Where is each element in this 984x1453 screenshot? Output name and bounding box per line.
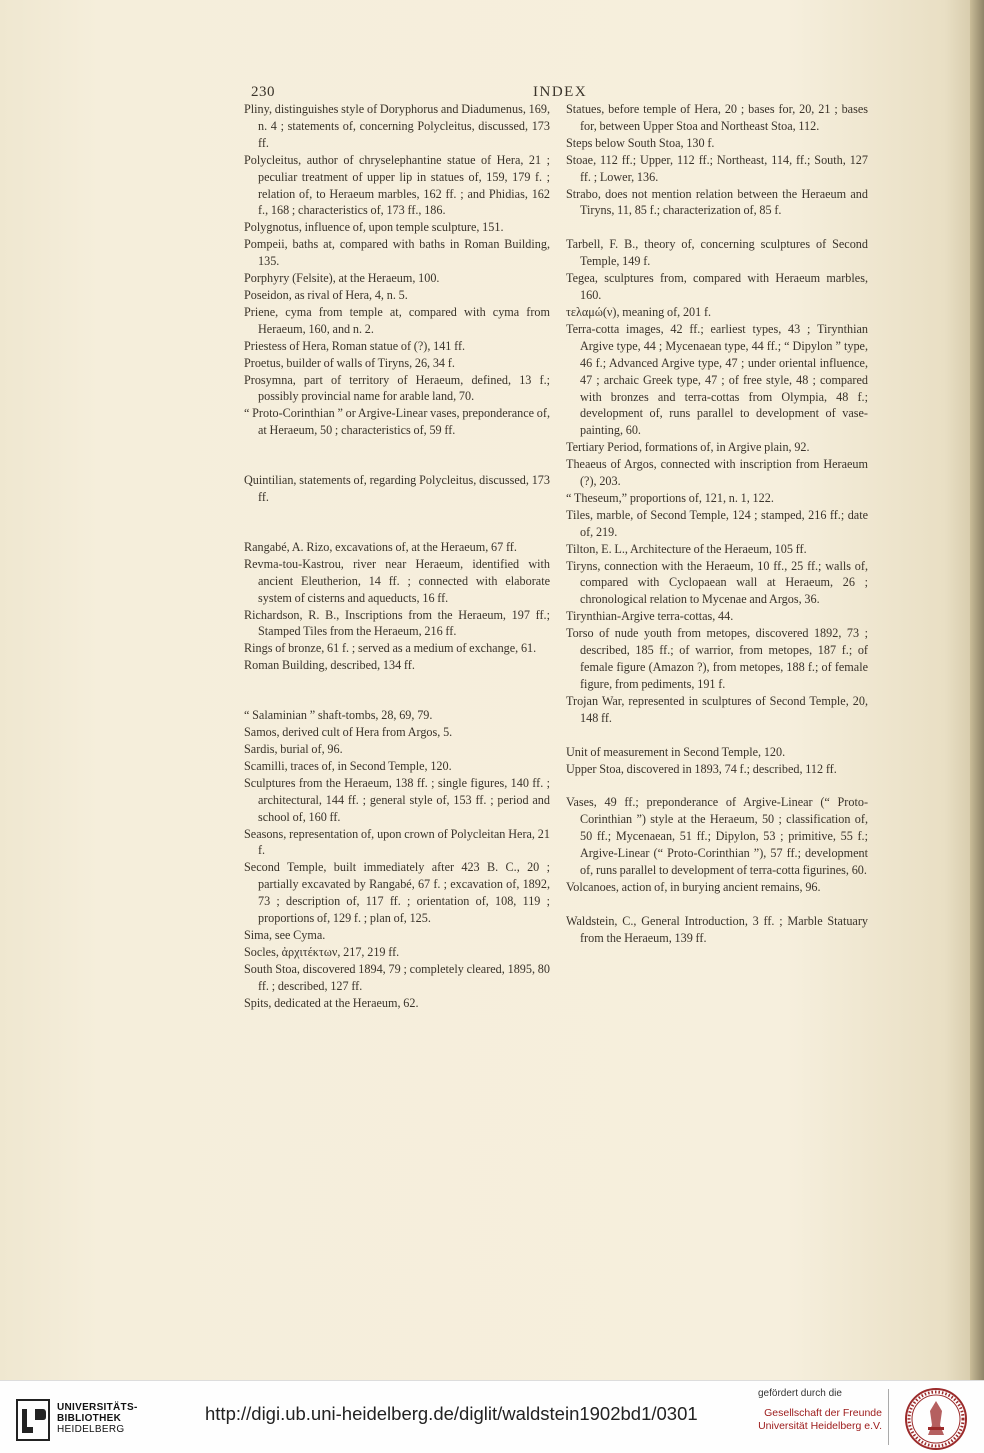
index-entry: Second Temple, built immediately after 423 B. C., 20 ; partially excavated by Rangabé, 67 f. ; excavation of, 1892, 73 ; description of, 117 ff. ; orientation of, 108, 119 ; proportions of, 129 f. ; plan of, 125. — [244, 860, 550, 926]
letter-section-gap — [566, 727, 868, 744]
index-entry: Torso of nude youth from metopes, discovered 1892, 73 ; described, 185 ff.; of warrior, from metopes, 187 f.; of female figure (Amazon ?), from metopes, 188 f.; of female figure, from pediments, 191 f. — [566, 626, 868, 691]
sponsor-divider — [888, 1389, 889, 1445]
index-entry: Statues, before temple of Hera, 20 ; bases for, 20, 21 ; bases for, between Upper Stoa and Northeast Stoa, 112. — [566, 102, 868, 133]
index-entry: Upper Stoa, discovered in 1893, 74 f.; described, 112 ff. — [566, 761, 837, 776]
index-entry: Vases, 49 ff.; preponderance of Argive-Linear (“ Proto-Corinthian ”) style at the Heraeum, 50 ; classification of, 50 ff.; Mycenaean, 51 ff.; Dipylon, 53 ; primitive, 55 f.; Argive-Linear (“ Proto-Corinthian ”), 57 ff.; development of, runs parallel to development of terra-cotta figurines, 60. — [566, 795, 868, 878]
index-entry: Tilton, E. L., Architecture of the Heraeum, 105 ff. — [566, 541, 807, 556]
index-entry: Priestess of Hera, Roman statue of (?), 141 ff. — [244, 338, 466, 353]
index-entry: Quintilian, statements of, regarding Polycleitus, discussed, 173 ff. — [244, 473, 550, 505]
index-entry: Tarbell, F. B., theory of, concerning sculptures of Second Temple, 149 f. — [566, 237, 868, 269]
page-edge-shadow — [970, 0, 984, 1380]
index-entry: Samos, derived cult of Hera from Argos, 5. — [244, 725, 453, 740]
index-entry: Scamilli, traces of, in Second Temple, 120. — [244, 758, 452, 773]
index-entry: Richardson, R. B., Inscriptions from the Heraeum, 197 ff.; Stamped Tiles from the Heraeum, 216 ff. — [244, 607, 550, 639]
index-entry: Trojan War, represented in sculptures of Second Temple, 20, 148 ff. — [566, 693, 868, 725]
index-column-right — [566, 101, 868, 947]
library-line-2: BIBLIOTHEK — [57, 1413, 122, 1424]
index-entry: Seasons, representation of, upon crown of Polycleitan Hera, 21 f. — [244, 826, 550, 858]
index-entry: Tiryns, connection with the Heraeum, 10 ff., 25 ff.; walls of, compared with Cyclopaean wall at Heraeum, 26 ; chronological relation to Mycenae and Argos, 36. — [566, 558, 868, 607]
index-entry: Rings of bronze, 61 f. ; served as a medium of exchange, 61. — [244, 641, 537, 656]
index-entry: Revma-tou-Kastrou, river near Heraeum, identified with ancient Eleutherion, 14 ff. ; connected with elaborate system of cisterns and aqueducts, 16 ff. — [244, 556, 550, 605]
library-name — [57, 1402, 138, 1435]
index-entry: Tegea, sculptures from, compared with Heraeum marbles, 160. — [566, 271, 868, 303]
index-entry: Porphyry (Felsite), at the Heraeum, 100. — [244, 271, 440, 286]
index-entry: Proetus, builder of walls of Tiryns, 26, 34 f. — [244, 355, 455, 370]
index-entry: Tirynthian-Argive terra-cottas, 44. — [566, 609, 734, 624]
sponsor-line-1: Gesellschaft der Freunde — [764, 1407, 882, 1419]
index-entry: South Stoa, discovered 1894, 79 ; completely cleared, 1895, 80 ff. ; described, 127 ff. — [244, 961, 550, 993]
sponsor-label: gefördert durch die — [758, 1388, 842, 1399]
library-line-3: HEIDELBERG — [57, 1424, 125, 1435]
index-entry: Sculptures from the Heraeum, 138 ff. ; single figures, 140 ff. ; architectural, 144 ff. ; general style of, 153 ff. ; period and school of, 160 ff. — [244, 775, 550, 824]
index-entry: Socles, ἀρχιτέκτων, 217, 219 ff. — [244, 944, 400, 959]
index-entry: Rangabé, A. Rizo, excavations of, at the Heraeum, 67 ff. — [244, 539, 517, 554]
index-entry: Stoae, 112 ff.; Upper, 112 ff.; Northeast, 114, ff.; South, 127 ff. ; Lower, 136. — [566, 152, 868, 184]
index-entry: Polygnotus, influence of, upon temple sculpture, 151. — [244, 220, 504, 235]
letter-section-gap — [566, 219, 868, 236]
ub-heidelberg-logo-icon — [16, 1399, 50, 1441]
index-entry: Roman Building, described, 134 ff. — [244, 658, 415, 673]
index-entry: Waldstein, C., General Introduction, 3 ff. ; Marble Statuary from the Heraeum, 139 ff. — [566, 913, 868, 945]
index-column-left — [244, 101, 550, 1012]
index-entry: “ Theseum,” proportions of, 121, n. 1, 122. — [566, 490, 774, 505]
index-entry: Terra-cotta images, 42 ff.; earliest types, 43 ; Tirynthian Argive type, 44 ; Mycenaean type, 44 ff.; “ Dipylon ” type, 46 f.; Advanced Argive type, 47 ; under oriental influence, 47 ; archaic Greek type, 47 ; of free style, 48 ; compared with bronzes and terra-cottas from Olympia, 48 f.; development of, runs parallel to development of vase-painting, 60. — [566, 321, 868, 438]
index-entry: Steps below South Stoa, 130 f. — [566, 135, 715, 150]
letter-section-gap — [566, 777, 868, 794]
index-entry: Unit of measurement in Second Temple, 120. — [566, 744, 786, 759]
index-entry: Spits, dedicated at the Heraeum, 62. — [244, 995, 419, 1010]
index-entry: Polycleitus, author of chryselephantine statue of Hera, 21 ; peculiar treatment of upper lip in statues of, 159, 179 f. ; relation of, to Heraeum marbles, 162 ff. ; and Phidias, 162 f., 168 ; characteristics of, 173 ff., 186. — [244, 152, 550, 218]
index-entry: τελαμώ(ν), meaning of, 201 f. — [566, 304, 712, 319]
index-entry: “ Proto-Corinthian ” or Argive-Linear vases, preponderance of, at Heraeum, 50 ; characteristics of, 59 ff. — [244, 406, 550, 438]
index-entry: Prosymna, part of territory of Heraeum, defined, 13 f.; possibly provincial name for arable land, 70. — [244, 372, 550, 404]
index-entry: Pompeii, baths at, compared with baths in Roman Building, 135. — [244, 237, 550, 269]
digitization-footer — [0, 1380, 984, 1453]
letter-section-gap — [566, 896, 868, 913]
page-number: 230 — [251, 84, 275, 100]
index-entry: Pliny, distinguishes style of Doryphorus and Diadumenus, 169, n. 4 ; statements of, concerning Polycleitus, discussed, 173 ff. — [244, 102, 550, 150]
letter-section-gap — [244, 674, 550, 707]
index-entry: Sardis, burial of, 96. — [244, 742, 343, 756]
sponsor-line-2: Universität Heidelberg e.V. — [758, 1420, 882, 1432]
index-entry: Volcanoes, action of, in burying ancient remains, 96. — [566, 879, 821, 894]
index-entry: Theaeus of Argos, connected with inscription from Heraeum (?), 203. — [566, 457, 868, 489]
index-entry: Sima, see Cyma. — [244, 927, 326, 942]
index-entry: Priene, cyma from temple at, compared with cyma from Heraeum, 160, and n. 2. — [244, 304, 550, 336]
letter-section-gap — [244, 506, 550, 539]
sponsor-name[interactable] — [756, 1407, 882, 1433]
index-entry: Strabo, does not mention relation between the Heraeum and Tiryns, 11, 85 f.; characterization of, 85 f. — [566, 186, 868, 218]
index-entry: “ Salaminian ” shaft-tombs, 28, 69, 79. — [244, 708, 433, 723]
index-entry: Poseidon, as rival of Hera, 4, n. 5. — [244, 287, 408, 302]
library-line-1: UNIVERSITÄTS- — [57, 1402, 138, 1413]
letter-section-gap — [244, 439, 550, 472]
permalink-url[interactable]: http://digi.ub.uni-heidelberg.de/diglit/waldstein1902bd1/0301 — [205, 1403, 698, 1424]
index-entry: Tiles, marble, of Second Temple, 124 ; stamped, 216 ff.; date of, 219. — [566, 507, 868, 539]
index-entry: Tertiary Period, formations of, in Argive plain, 92. — [566, 440, 810, 455]
university-seal-icon — [904, 1387, 968, 1451]
running-head: INDEX — [533, 84, 588, 100]
